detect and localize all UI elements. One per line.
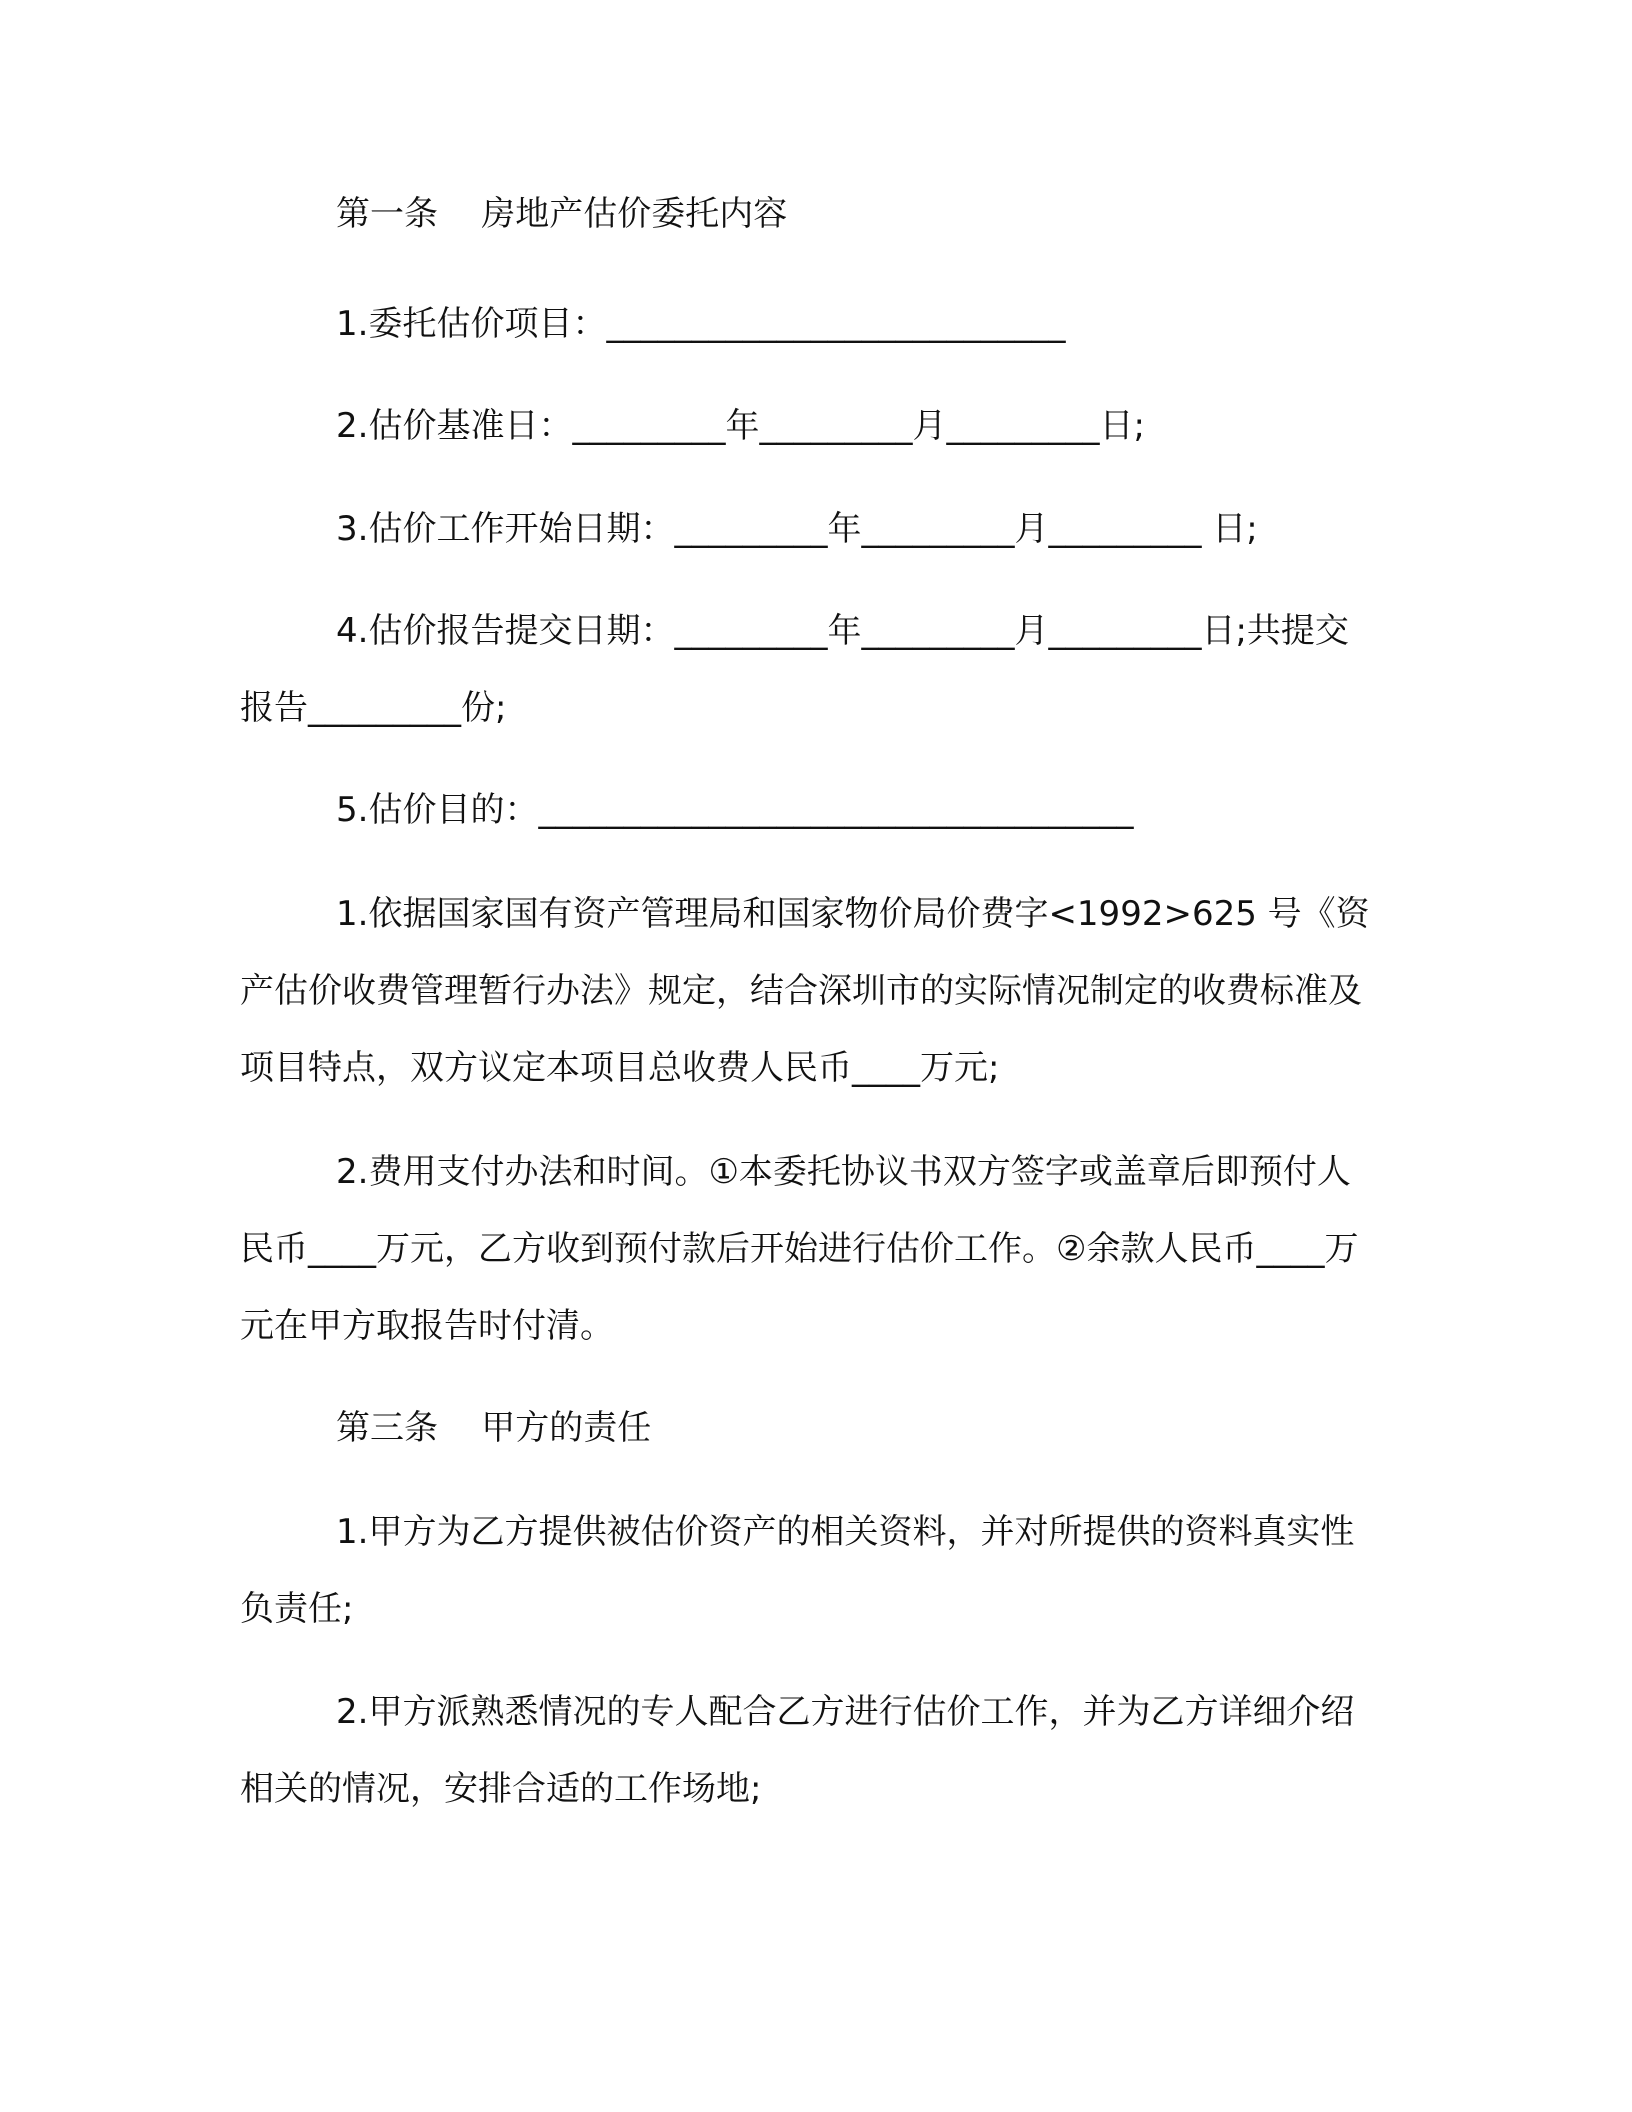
article-1-heading: 第一条 房地产估价委托内容 <box>336 194 788 234</box>
item-appraisal-project: 1.委托估价项目：___________________________ <box>336 304 1066 344</box>
payment-method-paragraph: 2.费用支付办法和时间。①本委托协议书双方签字或盖章后即预付人民币____万元，乙方收到预付款后开始进行估价工作。②余款人民币____万元在甲方取报告时付清。 <box>240 1152 1359 1346</box>
fee-standard-paragraph: 1.依据国家国有资产管理局和国家物价局价费字<1992>625 号《资产估价收费管理暂行办法》规定，结合深圳市的实际情况制定的收费标准及项目特点，双方议定本项目总收费人民币____万元; <box>240 894 1370 1088</box>
item-valuation-date: 2.估价基准日：_________年_________月_________日; <box>336 406 1145 446</box>
item-work-start-date: 3.估价工作开始日期：_________年_________月_________ 日; <box>336 509 1258 549</box>
article-3-heading: 第三条 甲方的责任 <box>336 1408 652 1448</box>
item-report-submission-date: 4.估价报告提交日期：_________年_________月_________日;共提交报告_________份; <box>240 611 1349 728</box>
party-a-duty-1: 1.甲方为乙方提供被估价资产的相关资料，并对所提供的资料真实性负责任; <box>240 1512 1355 1629</box>
item-appraisal-purpose: 5.估价目的：___________________________________ <box>336 790 1134 830</box>
party-a-duty-2: 2.甲方派熟悉情况的专人配合乙方进行估价工作，并为乙方详细介绍相关的情况，安排合适的工作场地; <box>240 1692 1355 1809</box>
